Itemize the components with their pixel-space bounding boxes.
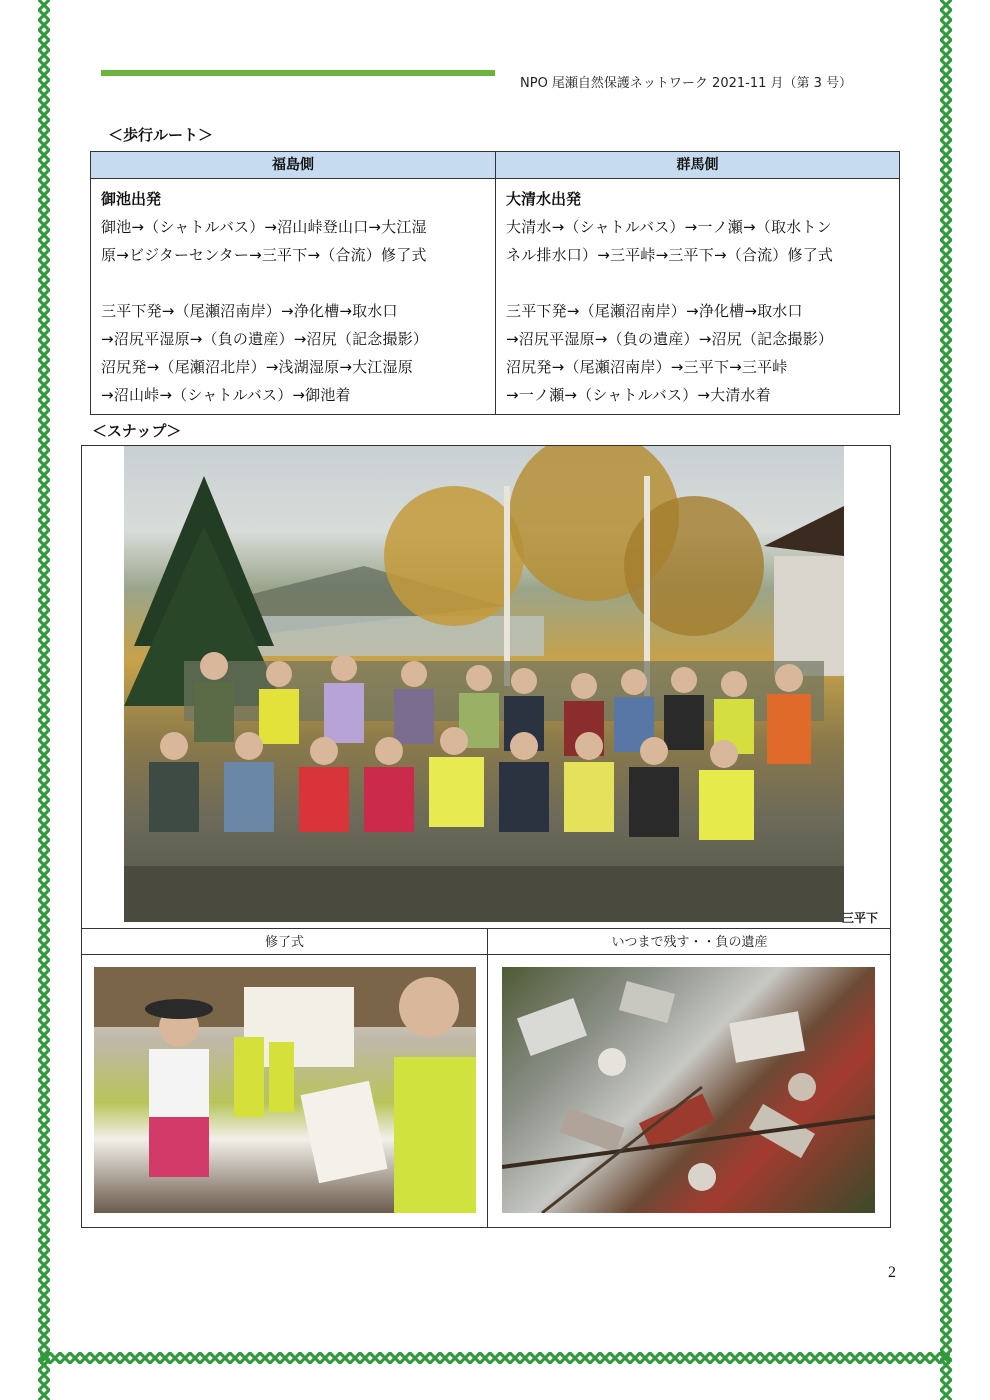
route-column-body bbox=[496, 179, 899, 409]
main-photo-label: 三平下 bbox=[842, 911, 879, 925]
route-spacer bbox=[506, 269, 889, 297]
header-accent-bar bbox=[101, 70, 495, 76]
photo-caption-ceremony: 修了式 bbox=[264, 935, 304, 950]
route-table bbox=[90, 151, 900, 415]
decorative-tree-border-left bbox=[38, 0, 50, 1400]
route-line: 大清水→（シャトルバス）→一ノ瀬→（取水トン bbox=[506, 218, 832, 236]
route-line: 三平下発→（尾瀬沼南岸）→浄化槽→取水口 bbox=[506, 302, 803, 320]
caption-divider-top bbox=[82, 928, 890, 929]
trash-photo bbox=[502, 967, 875, 1213]
group-photo-illustration bbox=[124, 446, 844, 922]
route-line: 沼尻発→（尾瀬沼南岸）→三平下→三平峠 bbox=[506, 358, 788, 376]
publication-header: NPO 尾瀬自然保護ネットワーク 2021-11 月（第 3 号） bbox=[520, 76, 853, 91]
route-line: →沼尻平湿原→（負の遺産）→沼尻（記念撮影） bbox=[101, 330, 429, 348]
route-section-title: ＜歩行ルート＞ bbox=[108, 126, 214, 144]
ceremony-photo-illustration bbox=[94, 967, 476, 1213]
route-column-gunma bbox=[496, 152, 899, 414]
route-column-body bbox=[91, 179, 495, 409]
trash-photo-illustration bbox=[502, 967, 875, 1213]
route-column-heading: 群馬側 bbox=[496, 152, 899, 179]
ceremony-photo bbox=[94, 967, 476, 1213]
decorative-tree-border-right bbox=[940, 0, 952, 1400]
group-photo bbox=[124, 446, 844, 922]
route-line: 沼尻発→（尾瀬沼北岸）→浅湖湿原→大江湿原 bbox=[101, 358, 413, 376]
route-column-heading: 福島側 bbox=[91, 152, 495, 179]
route-line: →一ノ瀬→（シャトルバス）→大清水着 bbox=[506, 386, 771, 404]
route-spacer bbox=[101, 269, 485, 297]
route-line: 三平下発→（尾瀬沼南岸）→浄化槽→取水口 bbox=[101, 302, 398, 320]
route-line: →沼尻平湿原→（負の遺産）→沼尻（記念撮影） bbox=[506, 330, 834, 348]
decorative-tree-border-bottom bbox=[40, 1352, 950, 1364]
route-start-label: 御池出発 bbox=[101, 190, 162, 208]
route-line: 御池→（シャトルバス）→沼山峠登山口→大江湿 bbox=[101, 218, 427, 236]
snapshot-frame bbox=[81, 445, 891, 1228]
route-column-fukushima bbox=[91, 152, 496, 414]
route-line: →沼山峠→（シャトルバス）→御池着 bbox=[101, 386, 351, 404]
route-line: ネル排水口）→三平峠→三平下→（合流）修了式 bbox=[506, 246, 834, 264]
route-start-label: 大清水出発 bbox=[506, 190, 582, 208]
page-number: 2 bbox=[888, 1264, 896, 1281]
route-line: 原→ビジターセンター→三平下→（合流）修了式 bbox=[101, 246, 427, 264]
photo-caption-legacy-trash: いつまで残す・・負の遺産 bbox=[611, 935, 768, 950]
snap-section-title: ＜スナップ＞ bbox=[92, 422, 182, 440]
photo-column-divider bbox=[487, 929, 488, 1227]
